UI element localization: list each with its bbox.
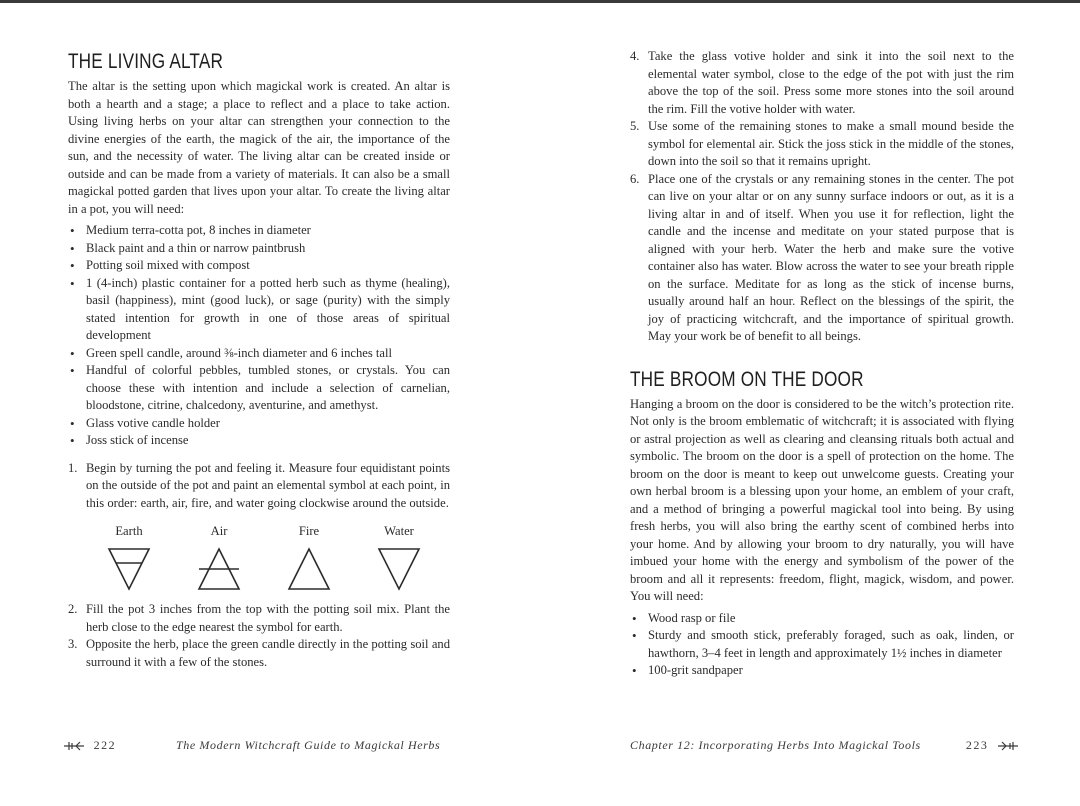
step-number: 2.: [68, 602, 78, 616]
list-item: • Medium terra-cotta pot, 8 inches in diameter: [68, 222, 450, 240]
symbol-earth: [94, 524, 164, 591]
section-heading-broom: THE BROOM ON THE DOOR: [630, 367, 864, 391]
running-title: The Modern Witchcraft Guide to Magickal Herbs: [176, 738, 441, 752]
ornament-icon: [998, 741, 1018, 751]
list-item: • Green spell candle, around ⅜-inch diameter and 6 inches tall: [68, 345, 450, 363]
left-footer: [64, 738, 454, 753]
air-triangle-icon: [189, 547, 249, 591]
step-1: [68, 460, 450, 513]
list-item: • Wood rasp or file: [630, 610, 1014, 628]
step-text: Fill the pot 3 inches from the top with the potting soil mix. Plant the herb close to the edge nearest the symbol for earth.: [86, 602, 450, 634]
step-text: Opposite the herb, place the green candle directly in the potting soil and surround it with a few of the stones.: [86, 637, 450, 669]
step-number: 6.: [630, 171, 640, 186]
living-altar-intro: The altar is the setting upon which magickal work is created. An altar is both a hearth and a stage; a place to reflect and a place to take action. Using living herbs on your altar can strengthen your connection to the divine energies of the earth, the magick of the air, the importance of the sun, and the necessity of water. The living altar can be created inside or outside and can be made from a variety of materials. It can also be a small magickal potted garden that lives upon your altar. To create the living altar in a pot, you will need:: [68, 79, 450, 216]
symbol-label: Air: [210, 524, 228, 538]
list-item: • Black paint and a thin or narrow paintbrush: [68, 240, 450, 258]
water-triangle-icon: [377, 547, 421, 591]
list-item: • Joss stick of incense: [68, 432, 450, 450]
step-3: [68, 636, 450, 671]
altar-materials-list: [68, 222, 450, 450]
step-number: 3.: [68, 637, 78, 651]
earth-triangle-icon: [107, 547, 151, 591]
section-heading-living-altar: THE LIVING ALTAR: [68, 50, 224, 73]
step-number: 5.: [630, 119, 640, 133]
steps-list-part3: [630, 48, 1014, 346]
top-border: [0, 0, 1080, 3]
step-number: 4.: [630, 49, 640, 63]
symbol-label: Fire: [298, 524, 320, 538]
step-4: [630, 48, 1014, 118]
list-item: • 1 (4-inch) plastic container for a potted herb such as thyme (healing), basil (happiness), mint (good luck), or sage (purity) with the simply stated intention for growth in one of those areas of spiritual development: [68, 275, 450, 345]
ornament-icon: [64, 741, 84, 751]
right-page: [630, 48, 1014, 680]
step-text: Begin by turning the pot and feeling it. Measure four equidistant points on the outside of the pot and paint an elemental symbol at each point, in this order: earth, air, fire, and water going clockwise around the outside.: [86, 460, 450, 510]
elemental-symbols: [94, 524, 434, 591]
list-item: • Handful of colorful pebbles, tumbled stones, or crystals. You can choose these with intention and include a selection of carnelian, bloodstone, citrine, chalcedony, aventurine, and amethyst.: [68, 362, 450, 415]
symbol-label: Earth: [115, 524, 143, 538]
step-text: Use some of the remaining stones to make a small mound beside the symbol for elemental air. Stick the joss stick in the middle of the stones, down into the soil so that it remains upright.: [648, 119, 1014, 168]
symbol-fire: [274, 524, 344, 591]
step-5: [630, 118, 1014, 171]
list-item: • Sturdy and smooth stick, preferably foraged, such as oak, linden, or hawthorn, 3–4 feet in length and approximately 1½ inches in diameter: [630, 627, 1014, 662]
step-text: Place one of the crystals or any remaining stones in the center. The pot can live on your altar or on any sunny surface indoors or out, as it is a living altar in and of itself. When you use it for reflection, light the candle and the incense and meditate on your stated purpose that is aligned with your herb. Water the herb and make sure the votive container also has water. Blow across the water to see your breath ripple on the surface. Meditate for as long as the stick of incense burns, usually around half an hour. Reflect on the blessings of the spirit, the joy of practicing witchcraft, and the importance of spiritual growth. May your work be of benefit to all beings.: [648, 171, 1014, 343]
page-number: 223: [965, 738, 989, 752]
symbol-label: Water: [384, 524, 414, 538]
right-footer: [630, 738, 1018, 753]
list-item: • Glass votive candle holder: [68, 415, 450, 433]
list-item: • Potting soil mixed with compost: [68, 257, 450, 275]
list-item: • 100-grit sandpaper: [630, 662, 1014, 680]
running-title: Chapter 12: Incorporating Herbs Into Magickal Tools: [630, 738, 921, 752]
left-page: [68, 44, 450, 671]
symbol-water: [364, 524, 434, 591]
step-6: [630, 171, 1014, 346]
broom-materials-list: [630, 610, 1014, 680]
symbol-air: [184, 524, 254, 591]
page-number: 222: [93, 738, 117, 752]
step-text: Take the glass votive holder and sink it into the soil next to the elemental water symbol, close to the edge of the pot with just the rim above the top of the soil. Press some more stones into the soil around the rim. Fill the votive holder with water.: [648, 49, 1014, 116]
step-2: [68, 601, 450, 636]
steps-list-part2: [68, 601, 450, 671]
fire-triangle-icon: [287, 547, 331, 591]
broom-intro: Hanging a broom on the door is considered to be the witch’s protection rite. Not only is the broom emblematic of witchcraft; it is associated with flying or astral projection as well as clearing and cleansing rituals both actual and symbolic. The broom on the door is a spell of protection on the home. The broom on the door is meant to keep out unwelcome guests. Creating your own herbal broom is a blessing upon your home, an emblem of your craft, and a method of bringing a powerful magickal tool into being. By using fresh herbs, you will also bring the earthy scent of combined herbs into your home. And by allowing your broom to dry naturally, you will have imbued your home with the energy and symbolism of the power of the broom and all it represents: freedom, flight, magick, wisdom, and power. You will need:: [630, 396, 1014, 603]
step-number: 1.: [68, 460, 78, 475]
steps-list-part1: [68, 460, 450, 513]
